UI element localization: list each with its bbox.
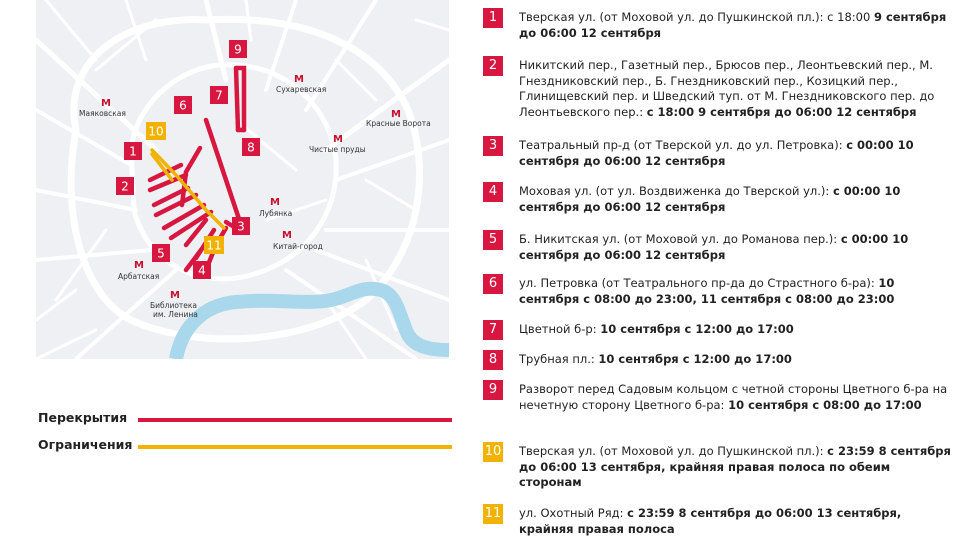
item-text xyxy=(519,444,953,491)
svg-text:11: 11 xyxy=(206,238,222,253)
item-number-badge: 4 xyxy=(483,182,503,202)
svg-text:2: 2 xyxy=(121,179,129,194)
svg-text:8: 8 xyxy=(247,140,255,155)
item-schedule: с 23:59 8 сентября до 06:00 13 сентября, крайняя правая полоса по обеим сторонам xyxy=(519,444,951,490)
item-text xyxy=(519,506,953,537)
svg-text:5: 5 xyxy=(157,246,165,261)
metro-icon: M xyxy=(282,230,292,241)
item-location: Тверская ул. (от Моховой ул. до Пушкинской пл.): с 18:00 xyxy=(519,10,871,24)
svg-text:им. Ленина: им. Ленина xyxy=(153,310,198,319)
station-chistye-prudy xyxy=(309,134,366,154)
station-arbatskaya xyxy=(118,260,159,281)
map-marker-1 xyxy=(124,142,142,160)
item-text xyxy=(519,232,953,263)
item-schedule: 10 сентября с 08:00 до 23:00, 11 сентября с 08:00 до 23:00 xyxy=(519,276,895,306)
map-marker-6 xyxy=(174,96,192,114)
metro-icon: M xyxy=(294,74,304,85)
station-lubyanka xyxy=(259,197,292,218)
svg-text:Сухаревская: Сухаревская xyxy=(276,85,327,94)
metro-icon: M xyxy=(333,134,343,145)
svg-text:Библиотека: Библиотека xyxy=(150,301,198,310)
legend-closures-swatch xyxy=(138,418,452,422)
item-number-badge: 10 xyxy=(483,442,503,462)
item-text xyxy=(519,322,953,338)
svg-text:6: 6 xyxy=(179,98,187,113)
svg-text:Чистые пруды: Чистые пруды xyxy=(309,145,366,154)
svg-text:Арбатская: Арбатская xyxy=(118,272,160,281)
item-number-badge: 1 xyxy=(483,8,503,28)
svg-text:7: 7 xyxy=(215,88,223,103)
item-location: Тверская ул. (от Моховой ул. до Пушкинской пл.): xyxy=(519,444,824,458)
item-location: ул. Охотный Ряд: xyxy=(519,506,624,520)
item-number-badge: 7 xyxy=(483,320,503,340)
item-number-badge: 6 xyxy=(483,274,503,294)
item-schedule: 10 сентября с 12:00 до 17:00 xyxy=(600,322,794,336)
svg-text:10: 10 xyxy=(148,124,164,139)
legend-restrictions xyxy=(38,437,452,457)
metro-icon: M xyxy=(391,109,401,120)
legend-closures-label: Перекрытия xyxy=(38,410,128,425)
item-location: Разворот перед Садовым кольцом с четной стороны Цветного б-ра на нечетную сторону Цветного б-ра: xyxy=(519,382,948,412)
metro-icon: M xyxy=(170,290,180,301)
legend-closures xyxy=(38,410,452,430)
item-location: Театральный пр-д (от Тверской ул. до ул. Петровка): xyxy=(519,138,843,152)
item-schedule: с 00:00 10 сентября до 06:00 12 сентября xyxy=(519,138,914,168)
legend-restrictions-label: Ограничения xyxy=(38,437,133,452)
svg-text:1: 1 xyxy=(129,144,137,159)
item-number-badge: 2 xyxy=(483,56,503,76)
item-text xyxy=(519,184,953,215)
map-marker-4 xyxy=(193,261,211,279)
map-marker-2 xyxy=(116,177,134,195)
item-text xyxy=(519,10,953,41)
svg-text:Китай-город: Китай-город xyxy=(273,242,323,251)
item-schedule: 9 сентября до 06:00 12 сентября xyxy=(519,10,947,40)
item-location: ул. Петровка (от Театрального пр-да до Страстного б-ра): xyxy=(519,276,875,290)
svg-text:Лубянка: Лубянка xyxy=(259,209,293,218)
station-biblioteka xyxy=(150,290,198,319)
metro-icon: M xyxy=(270,197,280,208)
map-marker-5 xyxy=(152,244,170,262)
item-location: Никитский пер., Газетный пер., Брюсов пер., Леонтьевский пер., М. Гнездниковский пер., Б. Гнездниковский пер., Козицкий пер., Глинищевский пер. и Шведский туп. от М. Гнездниковского пер. до Леонтьевского пер.: xyxy=(519,58,935,119)
item-location: Б. Никитская ул. (от Моховой ул. до Романова пер.): xyxy=(519,232,838,246)
item-number-badge: 9 xyxy=(483,380,503,400)
item-location: Моховая ул. (от ул. Воздвиженка до Тверской ул.): xyxy=(519,184,830,198)
item-schedule: 10 сентября с 08:00 до 17:00 xyxy=(728,397,922,412)
city-map[interactable] xyxy=(36,0,449,359)
item-schedule: с 00:00 10 сентября до 06:00 12 сентября xyxy=(519,184,901,214)
map-marker-3 xyxy=(232,217,250,235)
svg-text:Маяковская: Маяковская xyxy=(79,109,126,118)
item-number-badge: 8 xyxy=(483,350,503,370)
item-number-badge: 3 xyxy=(483,136,503,156)
item-text xyxy=(519,276,953,307)
item-location: Цветной б-р: xyxy=(519,322,597,336)
item-text xyxy=(519,58,953,120)
metro-icon: M xyxy=(134,260,144,271)
item-text xyxy=(519,352,953,368)
svg-text:3: 3 xyxy=(237,219,245,234)
station-mayakovskaya xyxy=(79,98,126,118)
metro-icon: M xyxy=(101,98,111,109)
item-number-badge: 5 xyxy=(483,230,503,250)
map-marker-8 xyxy=(242,138,260,156)
item-text xyxy=(519,382,953,413)
svg-text:4: 4 xyxy=(198,263,206,278)
map-marker-9 xyxy=(229,40,247,58)
map-marker-7 xyxy=(210,86,228,104)
item-location: Трубная пл.: xyxy=(519,352,595,366)
svg-text:9: 9 xyxy=(234,42,242,57)
legend-restrictions-swatch xyxy=(138,445,452,449)
item-schedule: с 23:59 8 сентября до 06:00 13 сентября, крайняя правая полоса xyxy=(519,506,902,536)
item-number-badge: 11 xyxy=(483,504,503,524)
item-text xyxy=(519,138,953,169)
map-marker-10 xyxy=(146,122,166,140)
item-schedule: 10 сентября с 12:00 до 17:00 xyxy=(598,352,792,366)
map-marker-11 xyxy=(204,236,224,254)
svg-text:Красные Ворота: Красные Ворота xyxy=(366,119,431,128)
item-schedule: с 18:00 9 сентября до 06:00 12 сентября xyxy=(646,104,917,119)
item-schedule: с 00:00 10 сентября до 06:00 12 сентября xyxy=(519,232,909,262)
